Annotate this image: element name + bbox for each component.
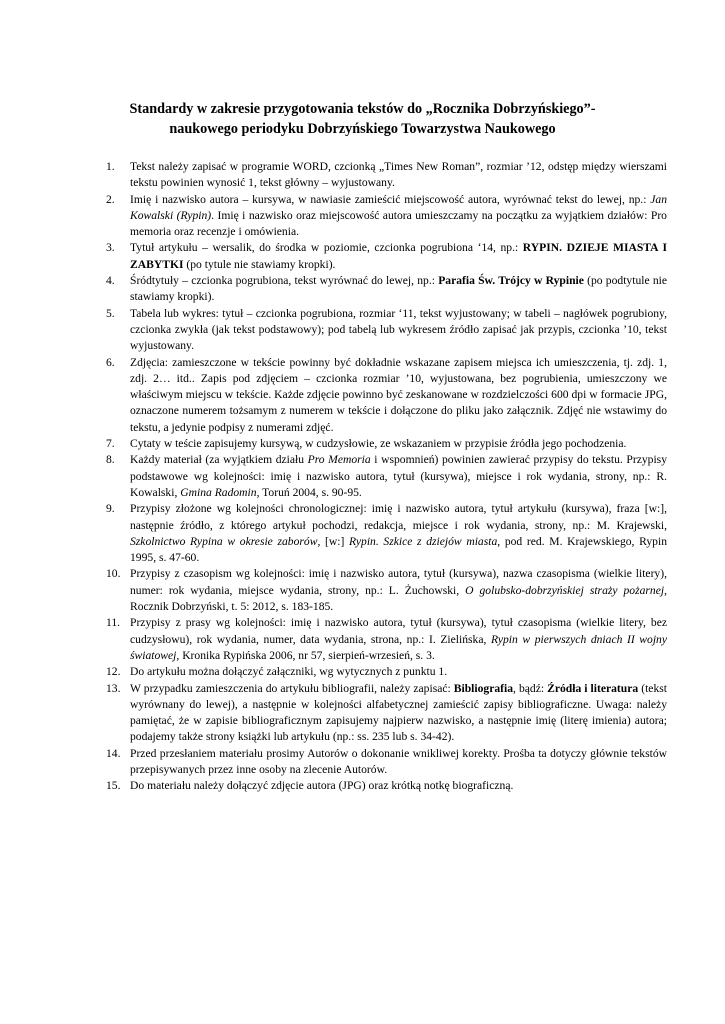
text-segment: Cytaty w teście zapisujemy kursywą, w cudzysłowie, ze wskazaniem w przypisie źródła jego pochodzenia.: [130, 437, 627, 451]
item-number: 11.: [106, 616, 121, 630]
item-text: [130, 664, 667, 680]
text-segment: , [w:]: [317, 534, 349, 548]
item-number: 9.: [106, 502, 115, 516]
list-item: [106, 681, 667, 746]
italic-text: Pro Memoria: [307, 453, 371, 467]
text-segment: (po podtytule nie stawiamy kropki).: [130, 274, 667, 304]
text-segment: Każdy materiał (za wyjątkiem działu: [130, 453, 308, 467]
text-segment: , pod red. M. Krajewskiego, Rypin 1995, s. 47-60.: [130, 534, 667, 565]
bold-text: Parafia Św. Trójcy w Rypinie: [438, 274, 584, 288]
item-text: [130, 615, 667, 664]
item-number: 2.: [106, 192, 115, 206]
text-segment: , bądź:: [513, 681, 548, 695]
text-segment: Przed przesłaniem materiału prosimy Autorów o dokonanie wnikliwej korekty. Prośba ta dotyczy głównie tekstów przepisywanych przez inne osoby na zlecenie Autorów.: [130, 746, 667, 776]
item-text: [130, 192, 667, 241]
item-number: 8.: [106, 453, 115, 467]
text-segment: , Toruń 2004, s. 90-95.: [256, 485, 362, 499]
italic-text: Szkolnictwo Rypina w okresie zaborów: [130, 534, 318, 548]
list-item: [106, 746, 667, 779]
text-segment: Do artykułu można dołączyć załączniki, wg wytycznych z punktu 1.: [130, 665, 448, 679]
item-number: 7.: [106, 437, 115, 451]
title-line-2: naukowego periodyku Dobrzyńskiego Towarzystwa Naukowego: [169, 121, 556, 137]
item-text: [130, 240, 667, 273]
italic-text: Rypin. Szkice z dziejów miasta: [349, 534, 498, 548]
list-item: [106, 664, 667, 680]
italic-text: Jan Kowalski (Rypin): [130, 192, 667, 222]
italic-text: Gmina Radomin: [180, 485, 257, 499]
bold-text: Źródła i literatura: [547, 681, 639, 695]
bold-text: RYPIN. DZIEJE MIASTA I ZABYTKI: [130, 241, 667, 271]
text-segment: Śródtytuły – czcionka pogrubiona, tekst wyrównać do lewej, np.:: [130, 274, 439, 288]
italic-text: Rypin w pierwszych dniach II wojny światowej: [130, 632, 667, 662]
list-item: [106, 159, 667, 192]
text-segment: (tekst wyrównany do lewej), a następnie w kolejności alfabetycznej zamieścić zapisy bibliograficzne. Uwaga: należy pamiętać, że w zapisie bibliograficznym zapisujemy najpierw nazwisko, a następnie imię (literę imienia) autora; podajemy także strony książki lub artykułu (np.: ss. 235 lub s. 34-42).: [130, 681, 667, 744]
item-text: [130, 159, 667, 192]
text-segment: Tytuł artykułu – wersalik, do środka w poziomie, czcionka pogrubiona ‘14, np.:: [130, 241, 523, 255]
text-segment: Tabela lub wykres: tytuł – czcionka pogrubiona, rozmiar ‘11, tekst wyjustowany; w tabeli – nagłówek pogrubiony, czcionka zwykła (jak tekst podstawowy); pod tabelą lub wykresem źródło zapisać jak przypis, czcionka ’10, tekst wyjustowany.: [130, 306, 667, 353]
text-segment: Zdjęcia: zamieszczone w tekście powinny być dokładnie wskazane zapisem miejsca ich umieszczenia, tj. zdj. 1, zdj. 2… itd.. Zapis pod zdjęciem – czcionka rozmiar ’10, wyjustowana, bez pogrubienia, umieszczony we właściwym miejscu w tekście. Każde zdjęcie powinno być zeskanowane w rozdzielczości 600 dpi w formacie JPG, oznaczone numerem tożsamym z numerem w tekście i dołączone do pliku jako załącznik. Zdjęć nie wstawimy do tekstu, a jedynie podpisy z numerami zdjęć.: [130, 355, 667, 434]
list-item: [106, 615, 667, 664]
list-item: [106, 273, 667, 306]
item-text: [130, 355, 667, 436]
item-number: 14.: [106, 746, 121, 760]
item-number: 5.: [106, 306, 115, 320]
list-item: [106, 501, 667, 566]
text-segment: . Imię i nazwisko oraz miejscowość autora umieszczamy na początku za wyjątkiem działów: Pro memoria oraz recenzje i omówienia.: [130, 208, 667, 239]
title-line-1: Standardy w zakresie przygotowania tekstów do „Rocznika Dobrzyńskiego”-: [129, 101, 596, 117]
text-segment: Przypisy złożone wg kolejności chronologicznej: imię i nazwisko autora, tytuł artykułu (kursywa), fraza [w:], następnie źródło, z którego artykuł pochodzi, redakcja, miejsce i rok wydania, strony, np.: M. Krajewski,: [130, 502, 667, 532]
list-item: [106, 566, 667, 615]
text-segment: (po tytule nie stawiamy kropki).: [183, 257, 336, 271]
list-item: [106, 355, 667, 436]
list-item: [106, 192, 667, 241]
guidelines-list: [106, 159, 667, 795]
text-segment: Imię i nazwisko autora – kursywa, w nawiasie zamieścić miejscowość autora, wyrównać tekst do lewej, np.:: [130, 192, 651, 206]
text-segment: W przypadku zamieszczenia do artykułu bibliografii, należy zapisać:: [130, 681, 454, 695]
item-text: [130, 746, 667, 779]
item-number: 3.: [106, 241, 115, 255]
item-text: [130, 566, 667, 615]
text-segment: Tekst należy zapisać w programie WORD, czcionką „Times New Roman”, rozmiar ’12, odstęp między wierszami tekstu powinien wynosić 1, tekst główny – wyjustowany.: [130, 160, 667, 190]
list-item: [106, 306, 667, 355]
item-number: 15.: [106, 779, 121, 793]
text-segment: Przypisy z prasy wg kolejności: imię i nazwisko autora, tytuł (kursywa), tytuł czasopisma (wielkie litery, bez cudzysłowu), rok wydania, numer, data wydania, strona, np.: I. Zielińska,: [130, 616, 667, 646]
item-number: 4.: [106, 274, 115, 288]
list-item: [106, 240, 667, 273]
item-text: [130, 436, 667, 452]
text-segment: Przypisy z czasopism wg kolejności: imię i nazwisko autora, tytuł (kursywa), nazwa czasopisma (wielkie litery), numer: rok wydania, miejsce wydania, strony, np.: L. Żuchowski,: [130, 567, 667, 597]
bold-text: Bibliografia: [453, 681, 514, 695]
text-segment: i wspomnień) powinien zawierać przypisy do tekstu. Przypisy podstawowe wg kolejności: imię i nazwisko autora, tytuł (kursywa), miejsce i rok wydania, strony, np.: R. Kowalski,: [130, 453, 667, 499]
item-number: 1.: [106, 160, 115, 173]
list-item: [106, 452, 667, 501]
list-item: [106, 436, 667, 452]
item-number: 12.: [106, 665, 121, 679]
item-text: [130, 273, 667, 306]
item-number: 6.: [106, 355, 115, 369]
item-text: [130, 306, 667, 355]
item-text: [130, 681, 667, 746]
item-number: 13.: [106, 681, 121, 695]
italic-text: O golubsko-dobrzyńskiej straży pożarnej: [465, 583, 665, 597]
text-segment: , Rocznik Dobrzyński, t. 5: 2012, s. 183-185.: [130, 583, 667, 614]
item-number: 10.: [106, 567, 121, 581]
item-text: [130, 452, 667, 501]
document-title: [60, 99, 665, 139]
item-text: [130, 778, 667, 794]
text-segment: Do materiału należy dołączyć zdjęcie autora (JPG) oraz krótką notkę biograficzną.: [130, 779, 514, 793]
text-segment: , Kronika Rypińska 2006, nr 57, sierpień-wrzesień, s. 3.: [176, 648, 435, 662]
list-item: [106, 778, 667, 794]
item-text: [130, 501, 667, 566]
